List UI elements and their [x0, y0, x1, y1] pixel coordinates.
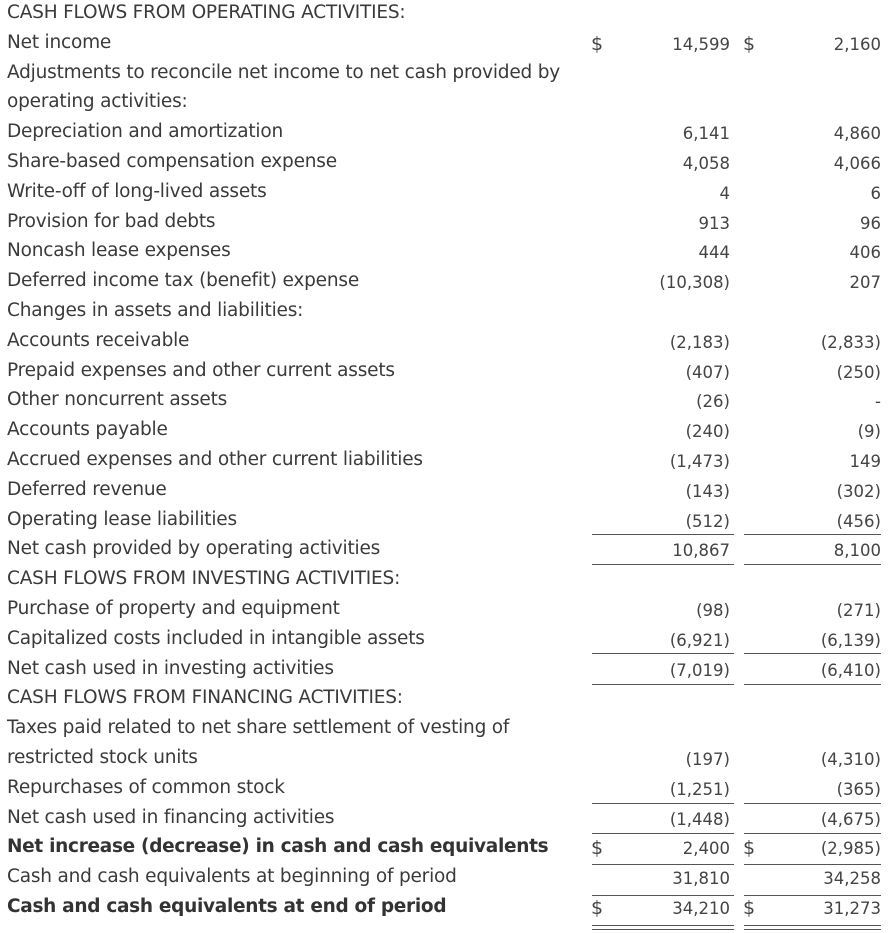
total-rule: [592, 895, 734, 896]
statement-row: [0, 626, 893, 656]
prior-year-value: -: [875, 392, 881, 412]
total-rule: [592, 684, 734, 685]
currency-symbol: $: [743, 897, 756, 919]
total-rule: [744, 653, 881, 654]
statement-row: [0, 0, 893, 30]
current-year-value: 2,400: [682, 839, 730, 859]
current-year-value: (240): [685, 422, 730, 442]
row-label: Cash and cash equivalents at end of period: [7, 896, 447, 917]
row-label: Net cash used in financing activities: [7, 806, 335, 828]
total-rule: [744, 564, 881, 565]
currency-symbol: $: [743, 837, 756, 860]
row-label: Net income: [7, 31, 112, 53]
prior-year-value: 2,160: [833, 34, 881, 54]
statement-row: [0, 447, 893, 477]
row-label: restricted stock units: [7, 747, 198, 768]
current-year-value: (1,448): [669, 809, 730, 829]
current-year-value: 34,210: [672, 899, 730, 918]
row-label: Capitalized costs included in intangible assets: [7, 627, 425, 649]
row-label: Operating lease liabilities: [7, 508, 237, 530]
row-label: operating activities:: [7, 91, 188, 113]
row-label: CASH FLOWS FROM INVESTING ACTIVITIES:: [7, 568, 401, 590]
row-label: Taxes paid related to net share settlement of vesting of: [7, 717, 510, 739]
current-year-value: 913: [698, 213, 730, 233]
currency-symbol: $: [591, 897, 604, 919]
statement-row: [0, 775, 893, 805]
row-label: Changes in assets and liabilities:: [7, 300, 304, 321]
statement-row: [0, 834, 893, 864]
row-label: Write-off of long-lived assets: [7, 180, 267, 202]
total-rule: [744, 925, 881, 926]
total-rule: [744, 895, 881, 896]
statement-row: [0, 477, 893, 507]
statement-row: [0, 656, 893, 686]
total-rule: [744, 833, 881, 834]
row-label: Share-based compensation expense: [7, 151, 337, 172]
statement-row: [0, 209, 893, 239]
statement-row: [0, 566, 893, 596]
current-year-value: (512): [685, 511, 730, 531]
prior-year-value: (250): [836, 362, 881, 382]
total-rule: [592, 929, 734, 930]
statement-row: [0, 894, 893, 924]
current-year-value: 14,599: [672, 34, 730, 54]
prior-year-value: 4,860: [833, 124, 881, 144]
statement-row: [0, 149, 893, 179]
row-label: CASH FLOWS FROM FINANCING ACTIVITIES:: [7, 687, 403, 709]
current-year-value: 4,058: [682, 154, 730, 173]
statement-row: [0, 179, 893, 209]
current-year-value: 4: [719, 183, 730, 203]
total-rule: [592, 925, 734, 926]
current-year-value: (1,251): [669, 779, 730, 799]
row-label: Depreciation and amortization: [7, 121, 283, 143]
prior-year-value: (456): [836, 511, 881, 531]
prior-year-value: (365): [836, 779, 881, 799]
statement-row: [0, 328, 893, 358]
prior-year-value: 6: [870, 183, 881, 203]
statement-row: [0, 60, 893, 90]
statement-row: [0, 596, 893, 626]
prior-year-value: 96: [860, 213, 881, 233]
row-label: Purchase of property and equipment: [7, 598, 340, 619]
current-year-value: 31,810: [672, 869, 730, 889]
prior-year-value: (4,675): [820, 809, 881, 829]
total-rule: [592, 833, 734, 834]
prior-year-value: (9): [857, 422, 881, 442]
prior-year-value: 8,100: [833, 541, 881, 561]
current-year-value: (197): [685, 750, 730, 769]
statement-row: [0, 298, 893, 328]
total-rule: [744, 534, 881, 535]
row-label: Prepaid expenses and other current assets: [7, 359, 395, 381]
row-label: Accounts payable: [7, 419, 168, 441]
statement-row: [0, 745, 893, 775]
statement-row: [0, 30, 893, 60]
prior-year-value: (2,833): [820, 332, 881, 352]
current-year-value: 10,867: [672, 541, 730, 561]
total-rule: [744, 684, 881, 685]
prior-year-value: 31,273: [823, 899, 881, 918]
current-year-value: (10,308): [659, 273, 730, 293]
statement-row: [0, 89, 893, 119]
prior-year-value: 207: [849, 273, 881, 293]
prior-year-value: (2,985): [820, 839, 881, 859]
statement-row: [0, 805, 893, 835]
prior-year-value: (4,310): [820, 750, 881, 769]
statement-row: [0, 119, 893, 149]
row-label: Provision for bad debts: [7, 210, 216, 232]
row-label: Other noncurrent assets: [7, 389, 228, 411]
total-rule: [592, 864, 734, 865]
row-label: Cash and cash equivalents at beginning of period: [7, 866, 457, 888]
total-rule: [592, 653, 734, 654]
row-label: Accounts receivable: [7, 329, 190, 351]
current-year-value: (98): [696, 601, 730, 620]
row-label: Net cash provided by operating activities: [7, 538, 381, 560]
currency-symbol: $: [591, 837, 604, 860]
prior-year-value: (6,139): [820, 630, 881, 650]
statement-row: [0, 358, 893, 388]
current-year-value: 6,141: [682, 124, 730, 144]
row-label: Deferred revenue: [7, 478, 167, 500]
total-rule: [744, 929, 881, 930]
current-year-value: (26): [696, 392, 730, 412]
statement-row: [0, 268, 893, 298]
row-label: Adjustments to reconcile net income to net cash provided by: [7, 61, 561, 83]
current-year-value: 444: [698, 243, 730, 263]
current-year-value: (407): [685, 362, 730, 382]
prior-year-value: 34,258: [823, 869, 881, 889]
total-rule: [592, 534, 734, 535]
row-label: Net increase (decrease) in cash and cash equivalents: [7, 836, 549, 858]
statement-row: [0, 238, 893, 268]
statement-row: [0, 685, 893, 715]
currency-symbol: $: [591, 32, 604, 55]
current-year-value: (1,473): [669, 452, 730, 471]
total-rule: [592, 564, 734, 565]
statement-row: [0, 417, 893, 447]
statement-row: [0, 387, 893, 417]
statement-row: [0, 715, 893, 745]
prior-year-value: (6,410): [820, 660, 881, 680]
row-label: Accrued expenses and other current liabilities: [7, 449, 423, 470]
current-year-value: (7,019): [669, 660, 730, 680]
current-year-value: (6,921): [669, 630, 730, 650]
currency-symbol: $: [743, 32, 756, 55]
statement-row: [0, 507, 893, 537]
statement-row: [0, 536, 893, 566]
current-year-value: (143): [685, 481, 730, 501]
total-rule: [744, 803, 881, 804]
prior-year-value: (302): [836, 481, 881, 501]
row-label: Net cash used in investing activities: [7, 657, 334, 679]
statement-row: [0, 864, 893, 894]
prior-year-value: (271): [836, 601, 881, 620]
prior-year-value: 4,066: [833, 154, 881, 173]
total-rule: [744, 864, 881, 865]
current-year-value: (2,183): [669, 332, 730, 352]
prior-year-value: 406: [849, 243, 881, 263]
row-label: Deferred income tax (benefit) expense: [7, 270, 359, 292]
row-label: CASH FLOWS FROM OPERATING ACTIVITIES:: [7, 2, 406, 23]
row-label: Noncash lease expenses: [7, 240, 231, 262]
prior-year-value: 149: [849, 452, 881, 471]
total-rule: [592, 803, 734, 804]
row-label: Repurchases of common stock: [7, 776, 285, 798]
